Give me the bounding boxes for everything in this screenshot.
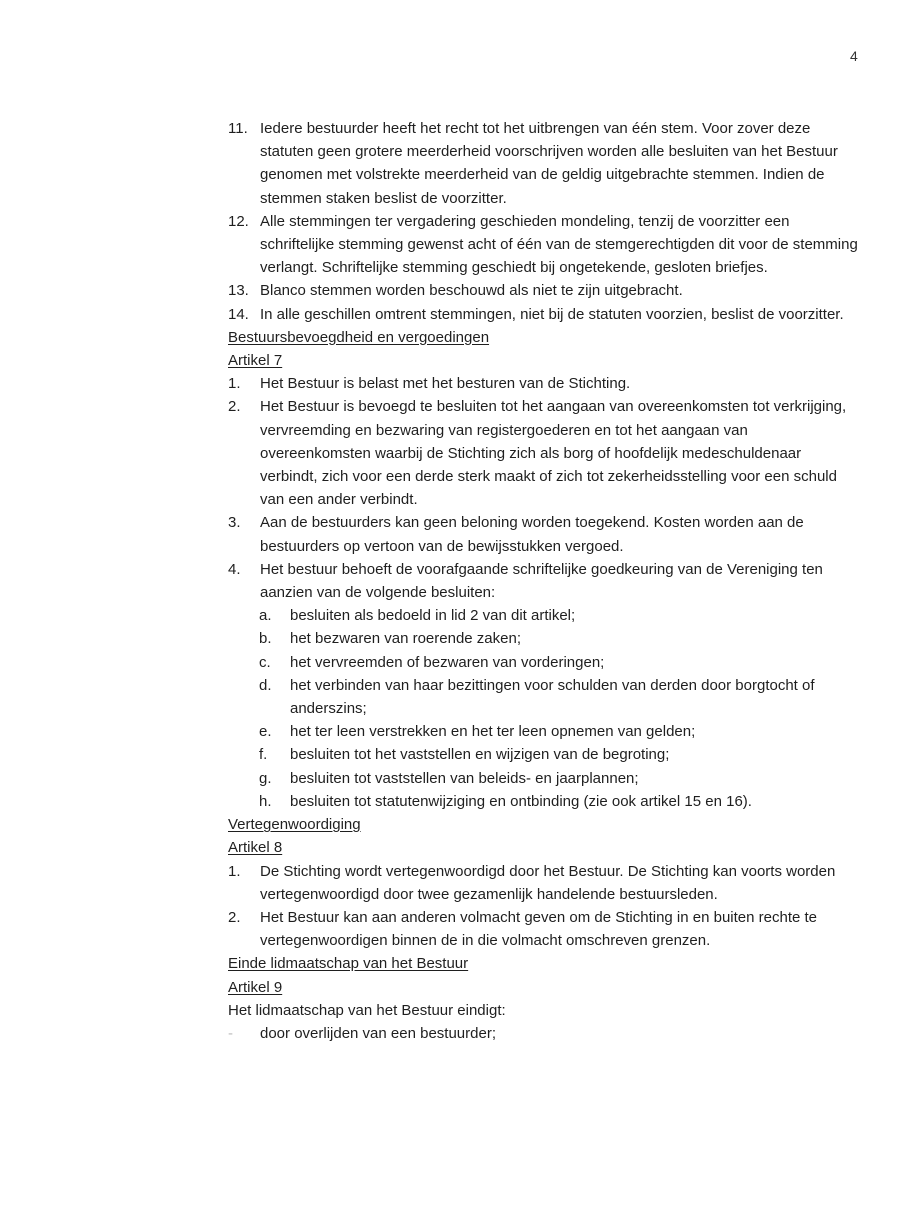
list-item (228, 511, 858, 557)
sub-list-item (228, 651, 858, 674)
list-item (228, 303, 858, 326)
sub-item-letter: c. (259, 653, 271, 671)
item-number: 12. (228, 212, 249, 230)
item-text: Alle stemmingen ter vergadering geschieden mondeling, tenzij de voorzitter een schriftelijke stemming gewenst acht of één van de stemgerechtigden dit voor de stemming verlangt. Schriftelijke stemming geschiedt bij ongetekende, gesloten briefjes. (260, 212, 858, 277)
section-heading: Einde lidmaatschap van het Bestuur (228, 955, 469, 973)
item-text: door overlijden van een bestuurder; (260, 1024, 496, 1042)
item-text: Iedere bestuurder heeft het recht tot het uitbrengen van één stem. Voor zover deze statuten geen grotere meerderheid voorschrijven worden alle besluiten van het Bestuur genomen met volstrekte meerderheid van de geldig uitgebrachte stemmen. Indien de stemmen staken beslist de voorzitter. (260, 120, 838, 207)
sub-item-text: besluiten tot statutenwijziging en ontbinding (zie ook artikel 15 en 16). (290, 792, 752, 810)
list-item (228, 279, 858, 302)
sub-item-letter: f. (259, 746, 268, 764)
sub-item-text: besluiten als bedoeld in lid 2 van dit artikel; (290, 607, 576, 625)
item-number: 3. (228, 514, 241, 532)
sub-list-item (228, 790, 858, 813)
list-item (228, 558, 858, 604)
article-heading: Artikel 7 (228, 352, 283, 370)
item-number: 14. (228, 305, 249, 323)
list-item (228, 906, 858, 952)
item-text: Het bestuur behoeft de voorafgaande schriftelijke goedkeuring van de Vereniging ten aanzien van de volgende besluiten: (260, 560, 823, 602)
sub-item-letter: e. (259, 723, 272, 741)
article-heading: Artikel 8 (228, 839, 283, 857)
item-text: De Stichting wordt vertegenwoordigd door het Bestuur. De Stichting kan voorts worden vertegenwoordigd door twee gezamenlijk handelende bestuursleden. (260, 862, 836, 903)
list-item (228, 860, 858, 906)
list-item (228, 1022, 858, 1045)
page-number: 4 (850, 48, 858, 64)
section-heading: Vertegenwoordiging (228, 816, 361, 834)
sub-item-text: het ter leen verstrekken en het ter leen opnemen van gelden; (290, 723, 696, 741)
sub-item-letter: b. (259, 630, 272, 648)
list-item (228, 372, 858, 395)
sub-list-item (228, 720, 858, 743)
sub-item-text: besluiten tot het vaststellen en wijzigen van de begroting; (290, 746, 670, 764)
sub-item-text: het vervreemden of bezwaren van vorderingen; (290, 653, 605, 671)
sub-item-letter: h. (259, 792, 272, 810)
item-text: Blanco stemmen worden beschouwd als niet te zijn uitgebracht. (260, 282, 683, 300)
item-number: 13. (228, 282, 249, 300)
list-item (228, 117, 858, 210)
sub-item-letter: d. (259, 676, 272, 694)
item-text: In alle geschillen omtrent stemmingen, niet bij de statuten voorzien, beslist de voorzitter. (260, 305, 844, 323)
item-text: Aan de bestuurders kan geen beloning worden toegekend. Kosten worden aan de bestuurders op vertoon van de bewijsstukken vergoed. (260, 514, 804, 555)
item-number: 1. (228, 862, 241, 880)
item-text: Het Bestuur kan aan anderen volmacht geven om de Stichting in en buiten rechte te vertegenwoordigen binnen de in die volmacht omschreven grenzen. (260, 908, 818, 950)
sub-list-item (228, 767, 858, 790)
sub-list-item (228, 674, 858, 720)
item-number: 2. (228, 398, 241, 416)
sub-item-text: het verbinden van haar bezittingen voor schulden van derden door borgtocht of anderszins; (290, 676, 815, 718)
item-number: 1. (228, 375, 241, 393)
sub-list-item (228, 743, 858, 766)
sub-list-item (228, 604, 858, 627)
item-text: Het Bestuur is bevoegd te besluiten tot het aangaan van overeenkomsten tot verkrijging, vervreemding en bezwaring van registergoederen en tot het aangaan van overeenkomsten waarbij de Stichting zich als borg of hoofdelijk medeschuldenaar verbindt, zich voor een derde sterk maakt of zich tot zekerheidsstelling voor een schuld van een ander verbindt. (260, 398, 847, 509)
sub-item-text: het bezwaren van roerende zaken; (290, 630, 521, 648)
list-item (228, 395, 858, 511)
section-intro: Het lidmaatschap van het Bestuur eindigt: (228, 1001, 506, 1019)
sub-item-text: besluiten tot vaststellen van beleids- en jaarplannen; (290, 769, 639, 787)
sub-list-item (228, 627, 858, 650)
dash-bullet: - (228, 1024, 233, 1042)
list-item (228, 210, 858, 280)
article-heading: Artikel 9 (228, 978, 283, 996)
document-body (228, 117, 858, 1045)
item-number: 2. (228, 908, 241, 926)
sub-item-letter: g. (259, 769, 272, 787)
sub-item-letter: a. (259, 607, 272, 625)
item-number: 4. (228, 560, 241, 578)
section-heading: Bestuursbevoegdheid en vergoedingen (228, 328, 490, 346)
item-text: Het Bestuur is belast met het besturen van de Stichting. (260, 375, 631, 393)
item-number: 11. (228, 120, 248, 137)
